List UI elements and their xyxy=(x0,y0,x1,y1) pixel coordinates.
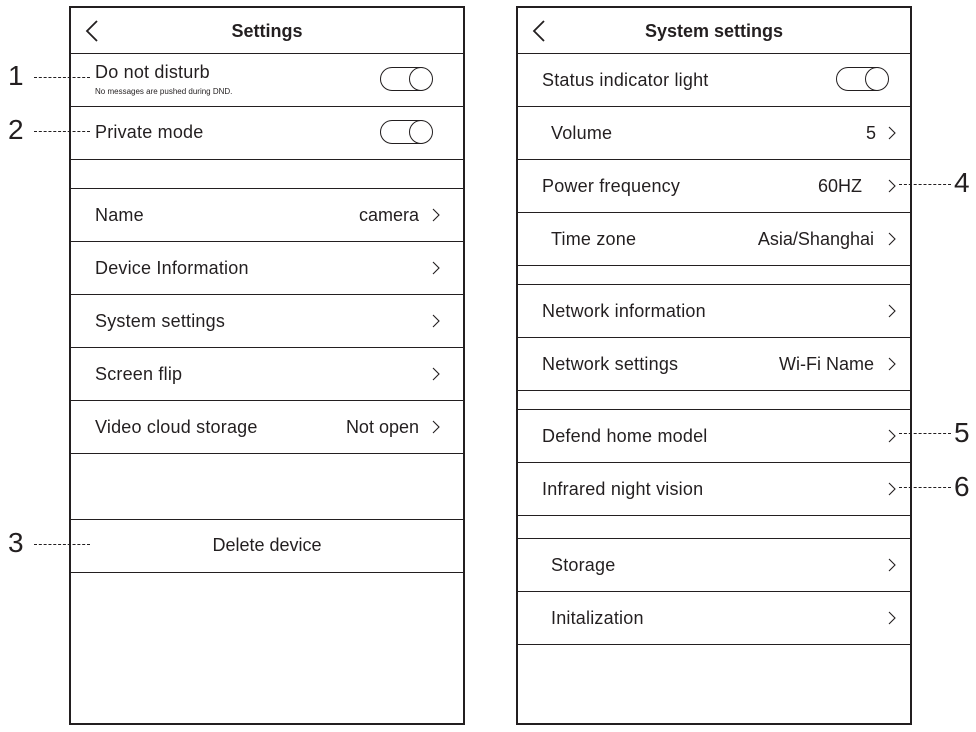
callout-line-5 xyxy=(899,433,951,434)
system-settings-screen xyxy=(516,6,912,725)
chevron-right-icon xyxy=(888,126,896,140)
network-settings-value: Wi-Fi Name xyxy=(779,354,874,374)
system-settings-label: System settings xyxy=(95,311,226,331)
chevron-right-icon xyxy=(888,232,896,246)
header xyxy=(518,8,910,53)
divider xyxy=(71,572,463,573)
network-info-row[interactable] xyxy=(518,284,910,337)
divider xyxy=(518,265,910,266)
system-settings-row[interactable] xyxy=(71,294,463,347)
infrared-label: Infrared night vision xyxy=(542,479,704,499)
volume-row[interactable] xyxy=(518,106,910,159)
dnd-subtitle: No messages are pushed during DND. xyxy=(95,87,233,96)
name-row[interactable] xyxy=(71,188,463,241)
callout-line-4 xyxy=(899,184,951,185)
initialization-row[interactable] xyxy=(518,591,910,644)
chevron-right-icon xyxy=(888,429,896,443)
header xyxy=(71,8,463,53)
network-settings-label: Network settings xyxy=(542,354,679,374)
chevron-right-icon xyxy=(888,179,896,193)
storage-label: Storage xyxy=(551,555,616,575)
toggle-knob xyxy=(865,67,889,91)
page-title: System settings xyxy=(644,21,784,41)
status-light-label: Status indicator light xyxy=(542,70,709,90)
dnd-row[interactable] xyxy=(71,53,463,106)
page-title: Settings xyxy=(231,21,303,41)
private-mode-label: Private mode xyxy=(95,122,204,142)
name-value: camera xyxy=(358,205,419,225)
callout-4: 4 xyxy=(954,167,970,198)
status-light-row[interactable] xyxy=(518,53,910,106)
power-frequency-label: Power frequency xyxy=(542,176,681,196)
infrared-row[interactable] xyxy=(518,462,910,515)
dnd-toggle[interactable] xyxy=(380,67,432,91)
time-zone-label: Time zone xyxy=(551,229,637,249)
power-frequency-row[interactable] xyxy=(518,159,910,212)
callout-line-6 xyxy=(899,487,951,488)
screen-flip-label: Screen flip xyxy=(95,364,183,384)
settings-screen xyxy=(69,6,465,725)
chevron-right-icon xyxy=(888,558,896,572)
divider xyxy=(518,390,910,391)
callout-6: 6 xyxy=(954,471,970,502)
chevron-right-icon xyxy=(888,304,896,318)
divider xyxy=(71,453,463,454)
chevron-right-icon xyxy=(432,420,440,434)
callout-2: 2 xyxy=(8,114,24,145)
network-settings-row[interactable] xyxy=(518,337,910,390)
chevron-right-icon xyxy=(432,367,440,381)
chevron-right-icon xyxy=(432,261,440,275)
callout-5: 5 xyxy=(954,417,970,448)
name-label: Name xyxy=(95,205,144,225)
device-info-label: Device Information xyxy=(95,258,249,278)
video-cloud-row[interactable] xyxy=(71,400,463,453)
divider xyxy=(518,644,910,645)
defend-home-row[interactable] xyxy=(518,409,910,462)
chevron-right-icon xyxy=(432,314,440,328)
status-light-toggle[interactable] xyxy=(836,67,888,91)
storage-row[interactable] xyxy=(518,538,910,591)
toggle-knob xyxy=(409,120,433,144)
initialization-label: Initalization xyxy=(551,608,644,628)
dnd-label: Do not disturb xyxy=(95,62,210,82)
time-zone-row[interactable] xyxy=(518,212,910,265)
private-mode-toggle[interactable] xyxy=(380,120,432,144)
chevron-right-icon xyxy=(888,482,896,496)
divider xyxy=(518,515,910,516)
chevron-right-icon xyxy=(888,357,896,371)
callout-line-2 xyxy=(34,131,90,132)
callout-line-1 xyxy=(34,77,90,78)
callout-line-3 xyxy=(34,544,90,545)
time-zone-value: Asia/Shanghai xyxy=(757,229,874,249)
screen-flip-row[interactable] xyxy=(71,347,463,400)
private-mode-row[interactable] xyxy=(71,106,463,159)
divider xyxy=(71,159,463,160)
volume-label: Volume xyxy=(551,123,613,143)
delete-device-label: Delete device xyxy=(212,535,322,555)
chevron-right-icon xyxy=(888,611,896,625)
toggle-knob xyxy=(409,67,433,91)
volume-value: 5 xyxy=(865,123,876,143)
callout-3: 3 xyxy=(8,527,24,558)
power-frequency-value: 60HZ xyxy=(817,176,862,196)
device-info-row[interactable] xyxy=(71,241,463,294)
network-info-label: Network information xyxy=(542,301,706,321)
callout-1: 1 xyxy=(8,60,24,91)
delete-device-button[interactable] xyxy=(71,519,463,572)
defend-home-label: Defend home model xyxy=(542,426,708,446)
chevron-right-icon xyxy=(432,208,440,222)
video-cloud-label: Video cloud storage xyxy=(95,417,258,437)
video-cloud-value: Not open xyxy=(345,417,419,437)
